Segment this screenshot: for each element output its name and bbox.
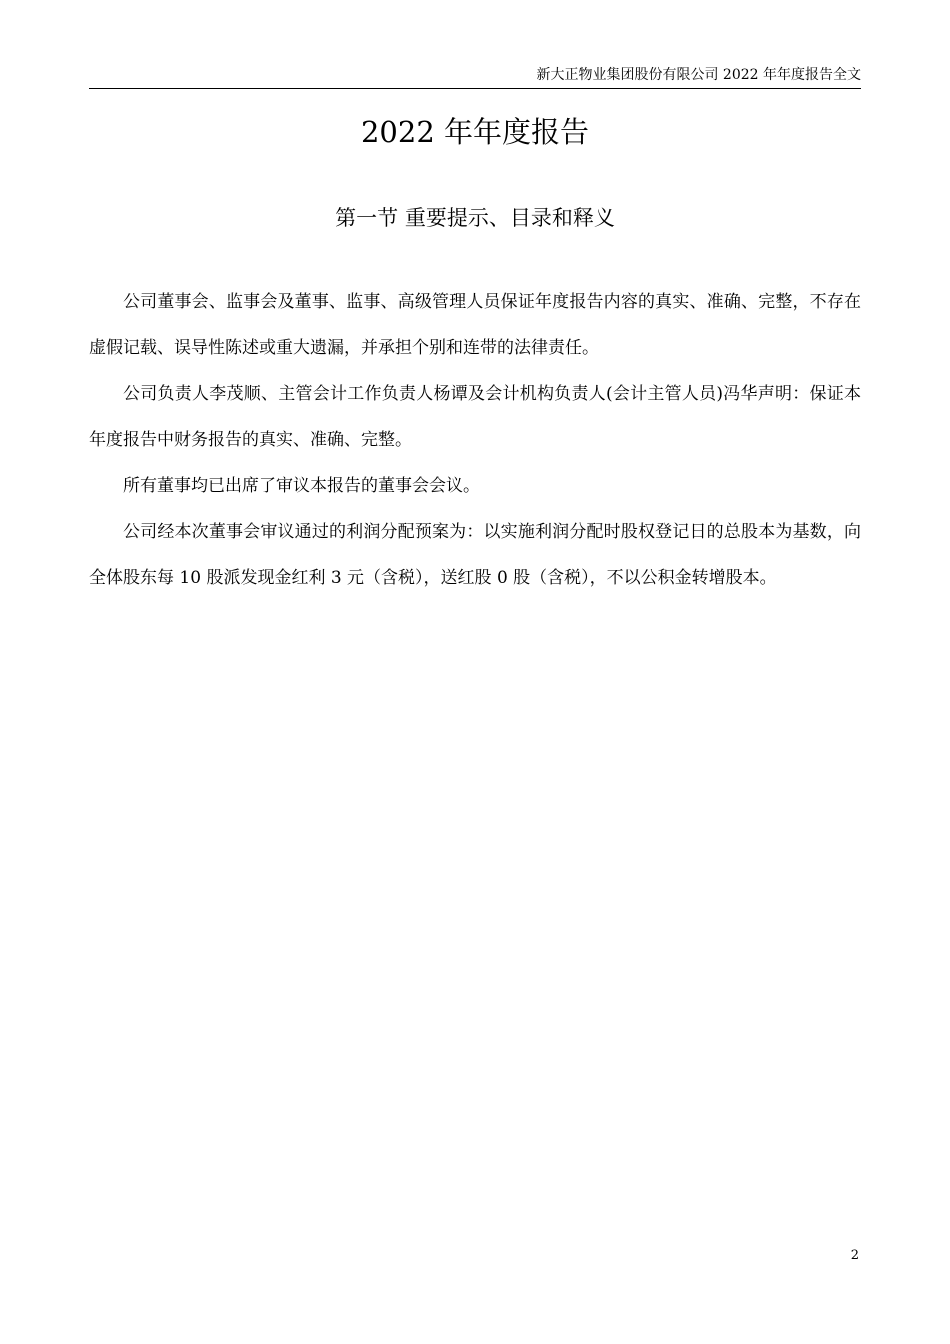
running-header: 新大正物业集团股份有限公司 2022 年年度报告全文 <box>536 67 861 83</box>
document-title: 2022 年年度报告 <box>360 115 590 149</box>
paragraph-board-attendance: 所有董事均已出席了审议本报告的董事会会议。 <box>123 476 480 496</box>
paragraph-officers-declaration: 公司负责人李茂顺、主管会计工作负责人杨谭及会计机构负责人(会计主管人员)冯华声明：保证本年度报告中财务报告的真实、准确、完整。 <box>89 384 861 450</box>
paragraph-responsibility-statement: 公司董事会、监事会及董事、监事、高级管理人员保证年度报告内容的真实、准确、完整，不存在虚假记载、误导性陈述或重大遗漏，并承担个别和连带的法律责任。 <box>89 292 861 358</box>
body-text <box>89 279 861 601</box>
paragraph-profit-distribution: 公司经本次董事会审议通过的利润分配预案为：以实施利润分配时股权登记日的总股本为基数，向全体股东每 10 股派发现金红利 3 元（含税），送红股 0 股（含税），不以公积金转增股本。 <box>89 522 861 588</box>
header-divider <box>89 88 861 89</box>
page-number: 2 <box>850 1248 859 1263</box>
section-heading: 第一节 重要提示、目录和释义 <box>335 206 615 230</box>
